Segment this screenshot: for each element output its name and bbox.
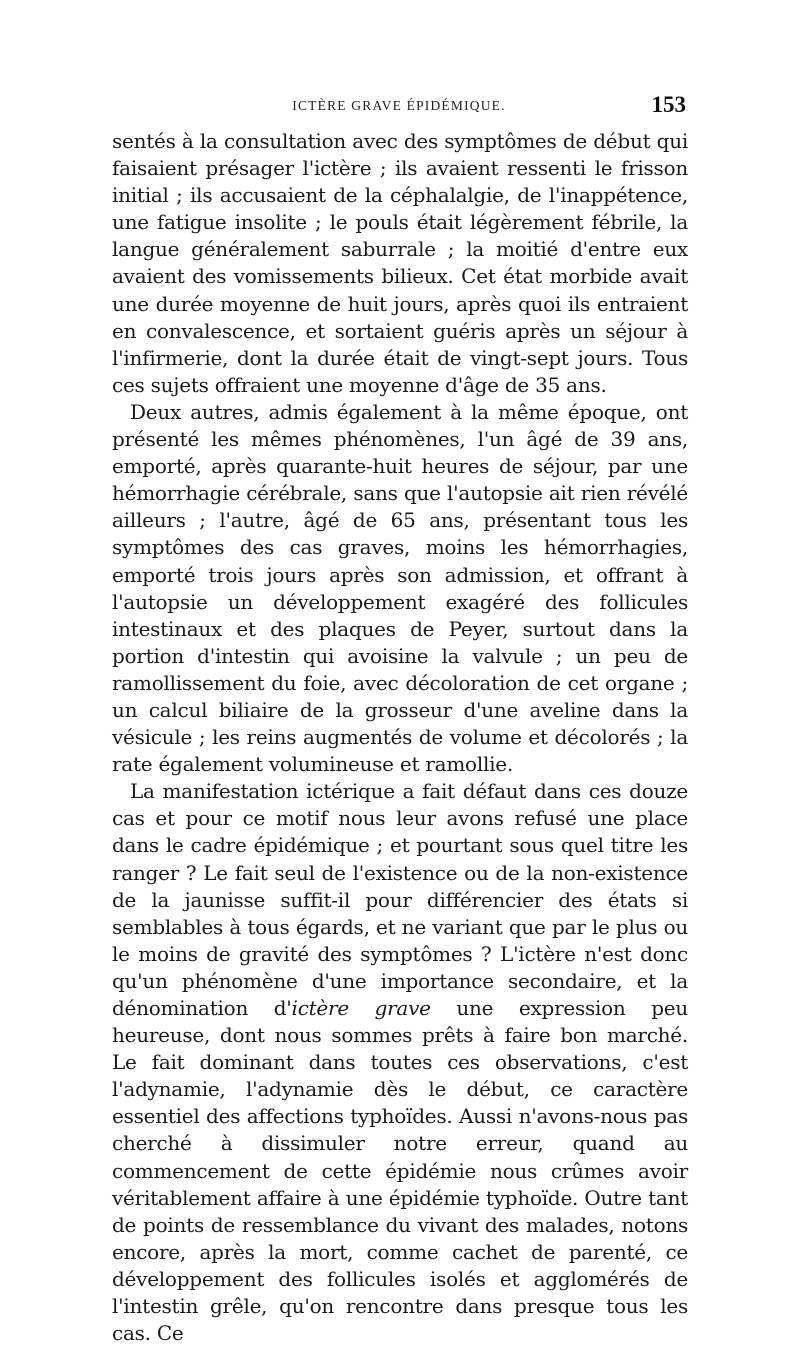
running-head-title: ICTÈRE GRAVE ÉPIDÉMIQUE. <box>292 98 506 113</box>
body-text <box>112 128 688 1347</box>
italic-term: ictère grave <box>291 996 431 1020</box>
paragraph-text-after-italic: une expression peu heureuse, dont nous sommes prêts à faire bon marché. Le fait dominant dans toutes ces observations, c'est l'adynamie, l'adynamie dès le début, ce caractère essentiel des affections typhoïdes. Aussi n'avons-nous pas cherché à dissimuler notre erreur, quand au commencement de cette épidémie nous crûmes avoir véritablement affaire à une épidémie typhoïde. Outre tant de points de ressemblance du vivant des malades, notons encore, après la mort, comme cachet de parenté, ce développement des follicules isolés et agglomérés de l'intestin grêle, qu'on rencontre dans presque tous les cas. Ce <box>112 996 688 1346</box>
paragraph-deux-autres: Deux autres, admis également à la même époque, ont présenté les mêmes phénomènes, l'un âgé de 39 ans, emporté, après quarante-huit heures de séjour, par une hémorrhagie cérébrale, sans que l'autopsie ait rien révélé ailleurs ; l'autre, âgé de 65 ans, présentant tous les symptômes des cas graves, moins les hémorrhagies, emporté trois jours après son admission, et offrant à l'autopsie un développement exagéré des follicules intestinaux et des plaques de Peyer, surtout dans la portion d'intestin qui avoisine la valvule ; un peu de ramollissement du foie, avec décoloration de cet organe ; un calcul biliaire de la grosseur d'une aveline dans la vésicule ; les reins augmentés de volume et décolorés ; la rate également volumineuse et ramollie. <box>112 399 688 777</box>
paragraph-text-before-italic: La manifestation ictérique a fait défaut dans ces douze cas et pour ce motif nous leur avons refusé une place dans le cadre épidémique ; et pourtant sous quel titre les ranger ? Le fait seul de l'existence ou de la non-existence de la jaunisse suffit-il pour différencier des états si semblables à tous égards, et ne variant que par le plus ou le moins de gravité des symptômes ? L'ictère n'est donc qu'un phénomène d'une importance secondaire, et la dénomination d' <box>112 779 688 1020</box>
paragraph-continuation: sentés à la consultation avec des symptômes de début qui faisaient présager l'ictère ; ils avaient ressenti le frisson initial ; ils accusaient de la céphalalgie, de l'inappétence, une fatigue insolite ; le pouls était légèrement fébrile, la langue généralement saburrale ; la moitié d'entre eux avaient des vomissements bilieux. Cet état morbide avait une durée moyenne de huit jours, après quoi ils entraient en convalescence, et sortaient guéris après un séjour à l'infirmerie, dont la durée était de vingt-sept jours. Tous ces sujets offraient une moyenne d'âge de 35 ans. <box>112 129 688 397</box>
running-head <box>112 92 686 120</box>
paragraph-manifestation <box>112 778 688 1347</box>
page-number: 153 <box>651 92 686 117</box>
